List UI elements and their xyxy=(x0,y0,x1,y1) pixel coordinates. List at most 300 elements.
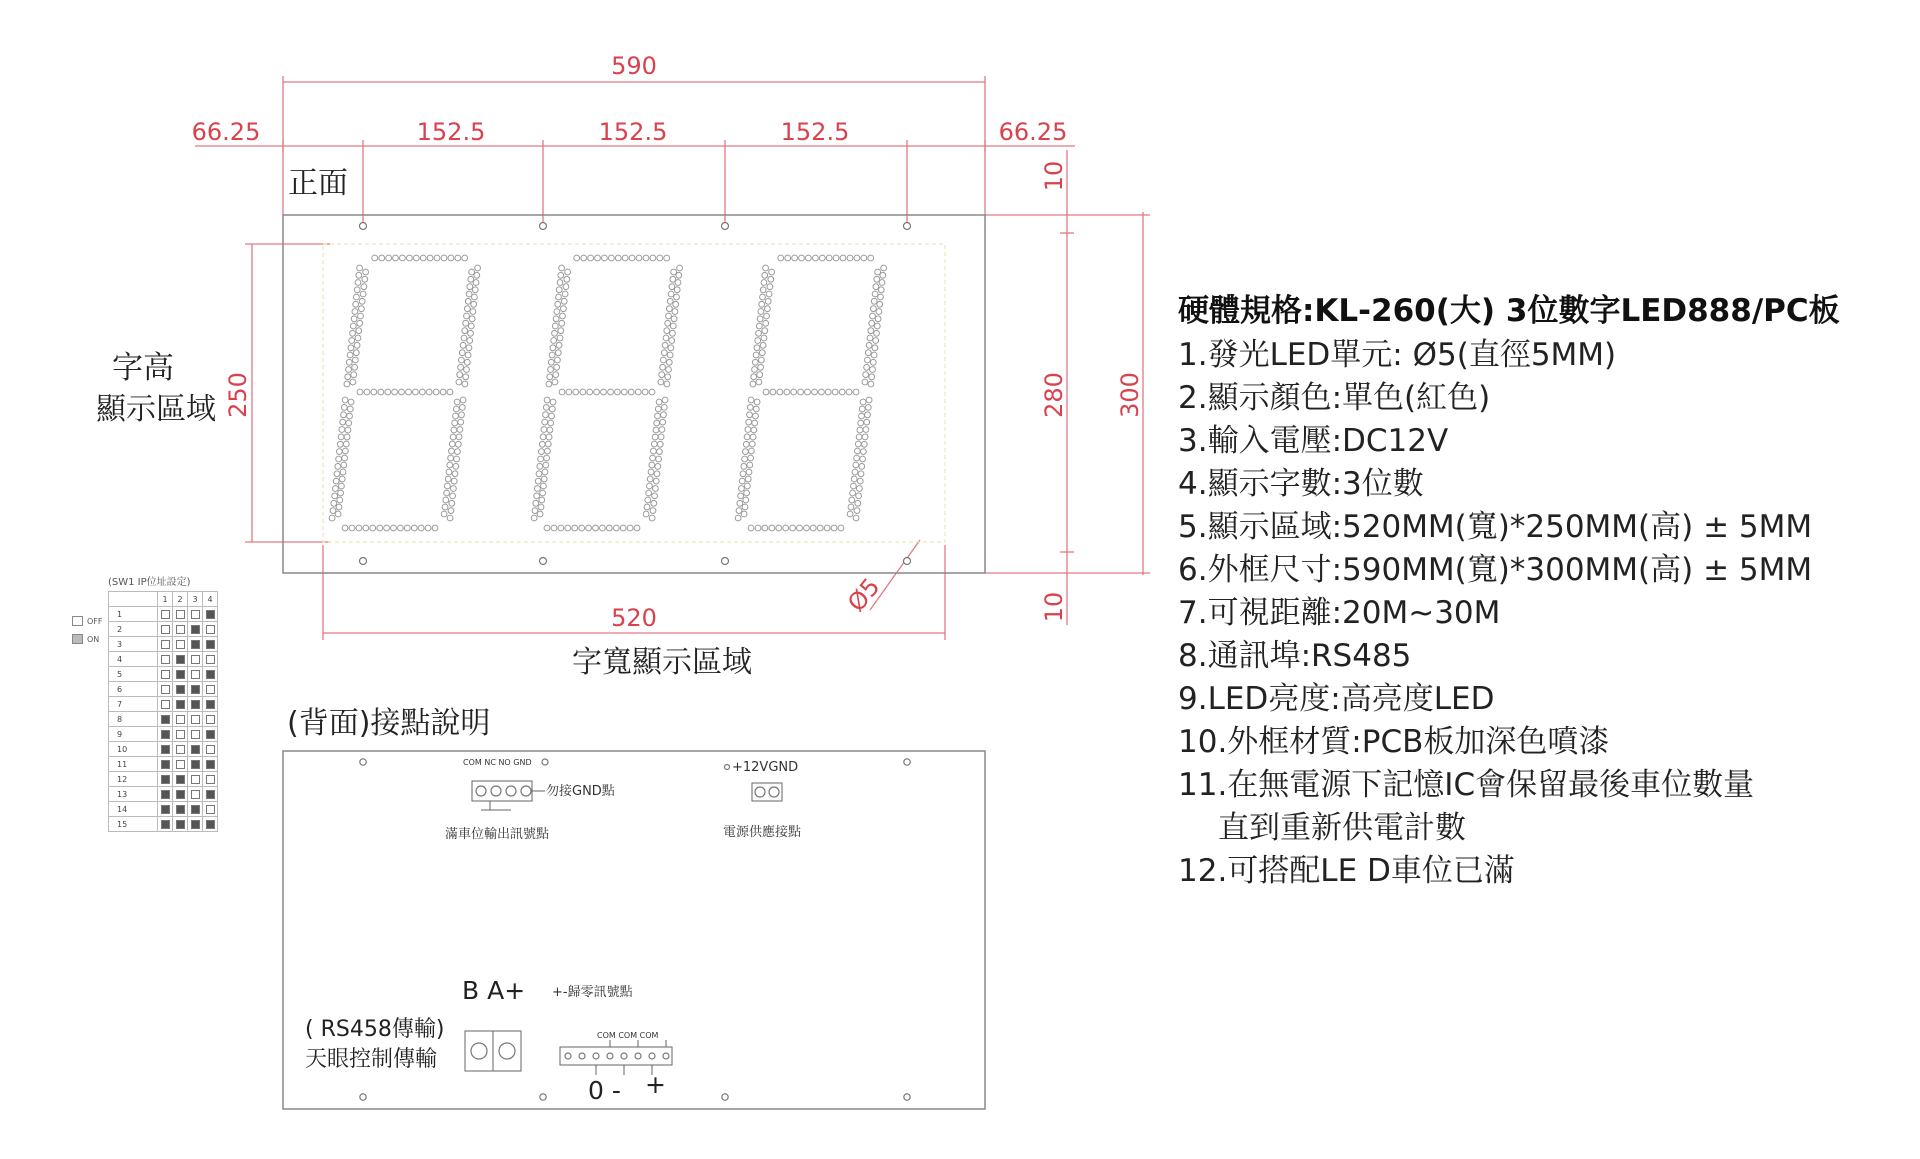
led-dot xyxy=(448,255,454,261)
led-dot xyxy=(620,525,626,531)
sw1-bit-cell xyxy=(188,817,203,832)
switch-off-icon xyxy=(176,640,185,649)
led-dot xyxy=(426,389,432,395)
led-dot xyxy=(878,294,884,300)
led-dot xyxy=(874,330,880,336)
led-dot xyxy=(335,464,341,470)
led-dot xyxy=(669,284,675,290)
led-dot xyxy=(847,511,853,517)
led-dot xyxy=(673,301,679,307)
led-dot xyxy=(451,478,457,484)
switch-off-icon xyxy=(191,670,200,679)
led-dot xyxy=(839,389,845,395)
led-dot xyxy=(600,525,606,531)
sw1-bit-cell xyxy=(158,637,173,652)
led-dot xyxy=(655,406,661,412)
switch-on-icon xyxy=(206,760,215,769)
led-dot xyxy=(370,525,376,531)
sw1-bit-cell xyxy=(203,682,218,697)
sw1-bit-cell xyxy=(158,757,173,772)
led-dot xyxy=(462,381,468,387)
spec-item: 7.可視距離:20M~30M xyxy=(1178,595,1501,631)
sw1-bit-cell xyxy=(203,742,218,757)
led-dot xyxy=(442,504,448,510)
left-dimension xyxy=(245,244,330,542)
sw1-row xyxy=(109,787,218,802)
led-dot xyxy=(669,338,675,344)
led-dot xyxy=(798,389,804,395)
power-pins-label: +12VGND xyxy=(732,760,799,775)
rs485-terminal xyxy=(465,1031,521,1071)
led-dot xyxy=(753,352,759,358)
switch-off-icon xyxy=(176,715,185,724)
power-supply-label: 電源供應接點 xyxy=(723,825,802,840)
sw1-bit-cell xyxy=(188,802,203,817)
led-dot xyxy=(432,525,438,531)
switch-on-icon xyxy=(176,775,185,784)
led-dot xyxy=(753,413,759,419)
led-dot xyxy=(650,455,656,461)
led-dot xyxy=(450,493,456,499)
led-dot xyxy=(749,441,755,447)
led-dot xyxy=(628,389,634,395)
spec-item: 11.在無電源下記憶IC會保留最後車位數量 xyxy=(1178,767,1755,803)
led-dot xyxy=(457,427,463,433)
led-dot xyxy=(470,309,476,315)
led-dot xyxy=(667,352,673,358)
led-dot xyxy=(357,389,363,395)
led-dot xyxy=(363,269,369,275)
led-dot xyxy=(425,525,431,531)
led-dot xyxy=(865,350,871,356)
led-dot xyxy=(765,306,771,312)
switch-on-icon xyxy=(191,805,200,814)
led-dot xyxy=(653,478,659,484)
led-dot xyxy=(353,357,359,363)
led-dot xyxy=(466,291,472,297)
led-dot xyxy=(355,335,361,341)
led-dot xyxy=(384,525,390,531)
led-dot xyxy=(337,497,343,503)
led-dot xyxy=(443,497,449,503)
switch-off-icon xyxy=(206,775,215,784)
led-dot xyxy=(331,500,337,506)
led-dot xyxy=(864,364,870,370)
led-dot xyxy=(651,500,657,506)
switch-on-icon xyxy=(191,745,200,754)
led-dot xyxy=(587,389,593,395)
switch-on-icon xyxy=(161,820,170,829)
specs-title: 硬體規格:KL-260(大) 3位數字LED888/PC板 xyxy=(1178,293,1840,329)
led-dot xyxy=(677,265,683,271)
led-dot xyxy=(657,441,663,447)
led-dot xyxy=(356,525,362,531)
led-dot xyxy=(347,406,353,412)
led-dot xyxy=(804,525,810,531)
led-dot xyxy=(535,478,541,484)
led-dot xyxy=(653,427,659,433)
led-dot xyxy=(874,276,880,282)
led-dot xyxy=(672,309,678,315)
led-dot xyxy=(552,330,558,336)
led-dot xyxy=(450,434,456,440)
led-dot xyxy=(855,500,861,506)
led-dot xyxy=(876,309,882,315)
led-dot xyxy=(558,525,564,531)
led-dot xyxy=(559,389,565,395)
sw1-bit-cell xyxy=(158,697,173,712)
led-dot xyxy=(872,345,878,351)
led-dot xyxy=(542,469,548,475)
led-dot xyxy=(746,469,752,475)
led-dot xyxy=(849,497,855,503)
led-dot xyxy=(547,427,553,433)
led-dot xyxy=(861,449,867,455)
sw1-bit-cell xyxy=(173,742,188,757)
led-dot xyxy=(662,342,668,348)
led-dot xyxy=(350,323,356,329)
led-dot xyxy=(332,493,338,499)
led-dot xyxy=(861,255,867,261)
led-dot xyxy=(813,255,819,261)
led-dot xyxy=(744,434,750,440)
led-dot xyxy=(819,389,825,395)
sw1-row-id: 9 xyxy=(109,727,158,742)
led-dot xyxy=(544,525,550,531)
led-dot xyxy=(465,306,471,312)
led-dot xyxy=(535,486,541,492)
led-dot xyxy=(745,427,751,433)
spec-item: 8.通訊埠:RS485 xyxy=(1178,638,1412,674)
led-dot xyxy=(451,486,457,492)
led-dot xyxy=(765,298,771,304)
led-dot xyxy=(649,515,655,521)
led-dot xyxy=(757,316,763,322)
led-dot xyxy=(353,350,359,356)
led-dot xyxy=(386,255,392,261)
sw1-bit-cell xyxy=(173,787,188,802)
led-dot xyxy=(559,265,565,271)
sw1-bit-cell xyxy=(173,622,188,637)
sw1-bit-cell xyxy=(188,757,203,772)
led-dot xyxy=(645,497,651,503)
led-dot xyxy=(458,419,464,425)
switch-on-icon xyxy=(161,730,170,739)
dim-total-width: 590 xyxy=(611,52,657,80)
led-dot xyxy=(544,455,550,461)
led-dot xyxy=(847,255,853,261)
led-dot xyxy=(557,280,563,286)
led-dot xyxy=(762,272,768,278)
sw1-bit-cell xyxy=(158,802,173,817)
led-dot xyxy=(746,419,752,425)
led-dot xyxy=(543,412,549,418)
led-dot xyxy=(668,291,674,297)
led-dot xyxy=(548,367,554,373)
led-dot xyxy=(670,330,676,336)
sw1-row xyxy=(109,697,218,712)
led-dot xyxy=(561,298,567,304)
dim-total-height: 300 xyxy=(1116,372,1144,418)
led-dot xyxy=(343,441,349,447)
led-dot xyxy=(649,389,655,395)
led-dot xyxy=(648,469,654,475)
led-dot xyxy=(459,412,465,418)
led-dot xyxy=(812,389,818,395)
switch-on-icon xyxy=(176,790,185,799)
switch-off-icon xyxy=(191,610,200,619)
led-dot xyxy=(472,287,478,293)
led-dot xyxy=(463,374,469,380)
sw1-bit-cell xyxy=(188,697,203,712)
led-dot xyxy=(647,476,653,482)
led-dot xyxy=(769,269,775,275)
led-dot xyxy=(791,389,797,395)
led-dot xyxy=(660,419,666,425)
dim-top-offset: 10 xyxy=(1040,160,1068,192)
led-dot xyxy=(546,381,552,387)
char-width-label: 字寬顯示區域 xyxy=(572,645,752,680)
sw1-row xyxy=(109,712,218,727)
led-dot xyxy=(453,413,459,419)
led-dot xyxy=(661,412,667,418)
led-dot xyxy=(574,255,580,261)
led-dot xyxy=(747,405,753,411)
led-dot xyxy=(615,389,621,395)
led-dot xyxy=(833,255,839,261)
led-dot xyxy=(343,448,349,454)
led-dot xyxy=(860,456,866,462)
led-dot xyxy=(674,294,680,300)
led-dot xyxy=(755,338,761,344)
sw1-bit-cell xyxy=(203,817,218,832)
led-dot xyxy=(472,294,478,300)
led-dot xyxy=(541,476,547,482)
led-dot xyxy=(602,255,608,261)
switch-off-icon xyxy=(206,745,215,754)
b-a-label: B A+ xyxy=(462,976,526,1005)
led-dot xyxy=(379,255,385,261)
led-dot xyxy=(358,313,364,319)
led-dot xyxy=(539,449,545,455)
led-dot xyxy=(551,338,557,344)
sky-eye-label: 天眼控制傳輸 xyxy=(305,1047,438,1072)
led-dot xyxy=(665,374,671,380)
spec-item: 1.發光LED單元: Ø5(直徑5MM) xyxy=(1178,337,1617,373)
led-dot xyxy=(352,364,358,370)
switch-off-icon xyxy=(176,625,185,634)
led-dot xyxy=(440,389,446,395)
led-dot xyxy=(871,306,877,312)
led-dot xyxy=(474,272,480,278)
led-dot xyxy=(466,345,472,351)
dim-display-width: 520 xyxy=(611,604,657,632)
led-dot xyxy=(854,255,860,261)
sw1-bit-cell xyxy=(158,667,173,682)
led-dot xyxy=(652,493,658,499)
led-dot xyxy=(868,255,874,261)
led-dot xyxy=(863,427,869,433)
led-dot xyxy=(354,287,360,293)
led-dot xyxy=(742,456,748,462)
sw1-bit-cell xyxy=(188,787,203,802)
sw1-bit-cell xyxy=(203,667,218,682)
led-dot xyxy=(870,359,876,365)
led-dot xyxy=(467,338,473,344)
led-dot xyxy=(817,525,823,531)
char-height-label-1: 字高 xyxy=(112,350,174,386)
com-labels: COM COM COM xyxy=(597,1031,659,1040)
switch-on-icon xyxy=(161,805,170,814)
led-dot xyxy=(659,427,665,433)
led-dot xyxy=(548,420,554,426)
led-dot xyxy=(875,269,881,275)
led-dot xyxy=(606,525,612,531)
led-dot xyxy=(556,294,562,300)
led-dot xyxy=(556,342,562,348)
led-dot xyxy=(447,389,453,395)
on-label: ON xyxy=(87,634,100,644)
dim-hole-diameter: Ø5 xyxy=(842,572,886,617)
led-dot xyxy=(345,427,351,433)
switch-off-icon xyxy=(161,670,170,679)
switch-on-icon xyxy=(206,610,215,619)
led-dot xyxy=(553,316,559,322)
led-dot xyxy=(550,399,556,405)
led-dot xyxy=(748,525,754,531)
sw1-bit-cell xyxy=(173,652,188,667)
sw1-bit-cell xyxy=(158,787,173,802)
led-dot xyxy=(531,515,537,521)
led-dot xyxy=(345,374,351,380)
led-dot xyxy=(851,476,857,482)
led-dot xyxy=(854,455,860,461)
sw1-row-id: 8 xyxy=(109,712,158,727)
switch-off-icon xyxy=(176,610,185,619)
led-dot xyxy=(342,525,348,531)
led-dot xyxy=(743,449,749,455)
zero-minus-label: 0 - xyxy=(588,1076,621,1105)
led-dot xyxy=(776,525,782,531)
led-dot xyxy=(832,389,838,395)
led-dot xyxy=(856,493,862,499)
led-dot xyxy=(877,301,883,307)
led-dot xyxy=(447,515,453,521)
led-dot xyxy=(344,434,350,440)
led-dot xyxy=(881,265,887,271)
led-dot xyxy=(555,350,561,356)
led-dot xyxy=(748,397,754,403)
led-dot xyxy=(355,280,361,286)
switch-on-icon xyxy=(161,745,170,754)
led-dot xyxy=(434,255,440,261)
led-dot xyxy=(420,255,426,261)
led-dot xyxy=(552,323,558,329)
sw1-bit-cell xyxy=(188,712,203,727)
led-dot xyxy=(763,265,769,271)
led-dot xyxy=(433,389,439,395)
led-dot xyxy=(349,338,355,344)
led-dot xyxy=(339,483,345,489)
led-dot xyxy=(767,284,773,290)
led-dot xyxy=(462,255,468,261)
led-dot xyxy=(545,448,551,454)
led-dot xyxy=(753,406,759,412)
sw1-bit-cell xyxy=(203,772,218,787)
sw1-bit-cell xyxy=(203,697,218,712)
led-dot xyxy=(799,255,805,261)
led-dot xyxy=(878,287,884,293)
led-dot xyxy=(627,525,633,531)
led-dot xyxy=(553,372,559,378)
led-dot xyxy=(671,316,677,322)
led-dot xyxy=(449,500,455,506)
rs458-label: ( RS458傳輸) xyxy=(305,1017,445,1042)
sw1-bit-cell xyxy=(188,637,203,652)
switch-off-icon xyxy=(191,775,200,784)
led-dot xyxy=(448,508,454,514)
led-dot xyxy=(446,469,452,475)
led-dot xyxy=(852,469,858,475)
led-dot xyxy=(413,389,419,395)
led-dot xyxy=(459,357,465,363)
led-dot xyxy=(756,379,762,385)
led-dot xyxy=(350,330,356,336)
led-dot xyxy=(340,469,346,475)
led-dot xyxy=(350,379,356,385)
led-dot xyxy=(537,464,543,470)
sw1-table xyxy=(108,591,218,832)
led-dot xyxy=(447,462,453,468)
led-dot xyxy=(391,525,397,531)
led-dot xyxy=(562,291,568,297)
led-dot xyxy=(865,412,871,418)
led-dot xyxy=(594,389,600,395)
led-dot xyxy=(743,441,749,447)
led-dot xyxy=(650,508,656,514)
sw1-bit-cell xyxy=(203,727,218,742)
sw1-bit-cell xyxy=(158,742,173,757)
switch-on-icon xyxy=(161,790,170,799)
led-dot xyxy=(666,313,672,319)
led-dot xyxy=(755,525,761,531)
led-dot xyxy=(533,500,539,506)
led-dot xyxy=(652,434,658,440)
sw1-bit-cell xyxy=(203,607,218,622)
led-dot xyxy=(334,471,340,477)
sw1-bit-cell xyxy=(203,802,218,817)
led-dot xyxy=(337,449,343,455)
led-dot xyxy=(329,515,335,521)
led-dot xyxy=(757,372,763,378)
led-dot xyxy=(858,471,864,477)
led-dot xyxy=(651,448,657,454)
sw1-bit-cell xyxy=(173,817,188,832)
led-dot xyxy=(579,525,585,531)
led-dot xyxy=(404,525,410,531)
led-dot xyxy=(741,511,747,517)
led-dot xyxy=(356,272,362,278)
led-dot xyxy=(444,490,450,496)
switch-off-icon xyxy=(206,715,215,724)
led-dot xyxy=(453,464,459,470)
led-dot xyxy=(357,320,363,326)
zero-signal-label: +-歸零訊號點 xyxy=(552,985,633,1000)
led-dot xyxy=(593,525,599,531)
led-dot xyxy=(548,359,554,365)
led-dot xyxy=(407,255,413,261)
sw1-bit-cell xyxy=(203,652,218,667)
